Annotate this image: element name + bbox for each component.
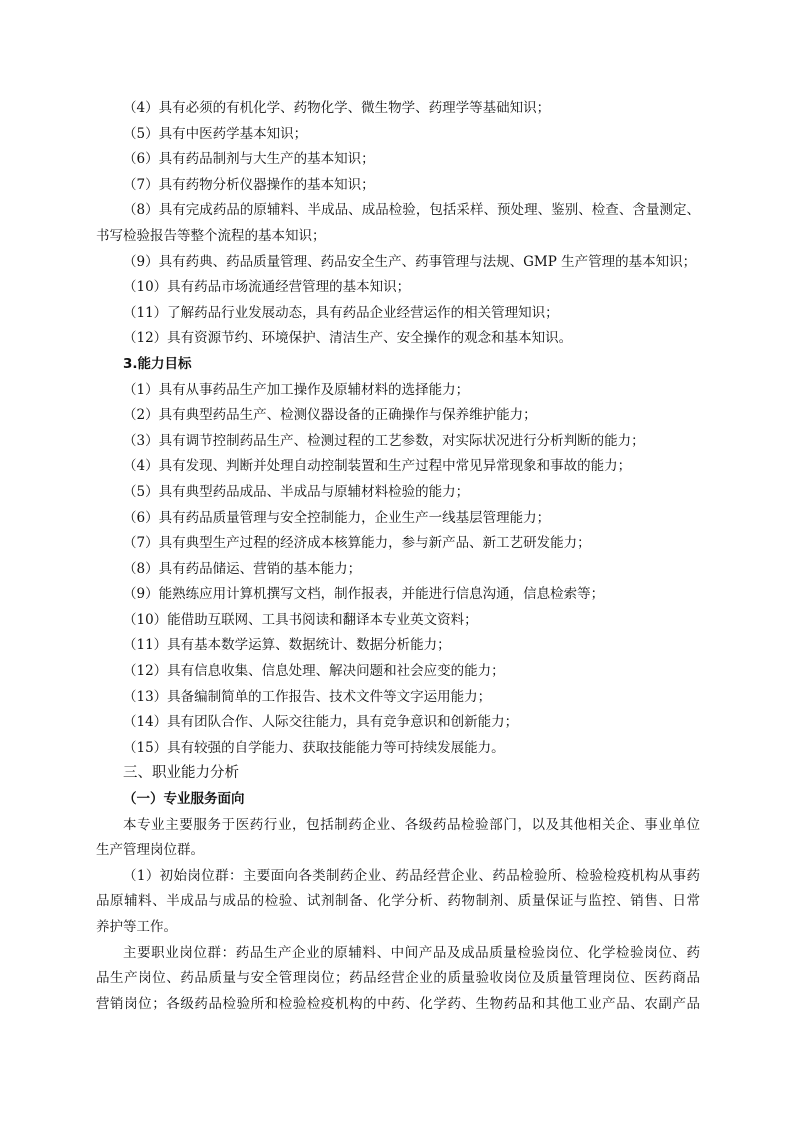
paragraph-3-line2: 品生产岗位、药品质量与安全管理岗位；药品经营企业的质量验收岗位及质量管理岗位、医药商品 — [96, 970, 700, 987]
subsection-heading: （一）专业服务面向 — [123, 791, 245, 808]
knowledge-item-5: （5）具有中医药学基本知识； — [123, 125, 308, 142]
ability-item-9: （9）能熟练应用计算机撰写文档，制作报表，并能进行信息沟通，信息检索等； — [123, 586, 605, 603]
ability-item-11: （11）具有基本数学运算、数据统计、数据分析能力； — [123, 637, 451, 654]
ability-item-15: （15）具有较强的自学能力、获取技能能力等可持续发展能力。 — [123, 739, 505, 756]
ability-item-10: （10）能借助互联网、工具书阅读和翻译本专业英文资料； — [123, 611, 478, 628]
knowledge-item-4: （4）具有必须的有机化学、药物化学、微生物学、药理学等基础知识； — [123, 100, 551, 116]
ability-item-7: （7）具有典型生产过程的经济成本核算能力，参与新产品、新工艺研发能力； — [123, 535, 591, 552]
ability-item-5: （5）具有典型药品成品、半成品与原辅材料检验的能力； — [123, 483, 470, 500]
ability-item-13: （13）具备编制简单的工作报告、技术文件等文字运用能力； — [123, 688, 492, 705]
knowledge-item-9: （9）具有药典、药品质量管理、药品安全生产、药事管理与法规、GMP 生产管理的基本知识； — [123, 253, 697, 270]
paragraph-1-line1: 本专业主要服务于医药行业，包括制药企业、各级药品检验部门，以及其他相关企、事业单位 — [123, 816, 700, 833]
ability-item-6: （6）具有药品质量管理与安全控制能力，企业生产一线基层管理能力； — [123, 509, 551, 526]
paragraph-3-line1: 主要职业岗位群：药品生产企业的原辅料、中间产品及成品质量检验岗位、化学检验岗位、药 — [123, 944, 700, 961]
knowledge-item-12: （12）具有资源节约、环境保护、清洁生产、安全操作的观念和基本知识。 — [123, 330, 573, 347]
paragraph-2-line3: 养护等工作。 — [96, 919, 177, 935]
paragraph-2-line2: 品原辅料、半成品与成品的检验、试剂制备、化学分析、药物制剂、质量保证与监控、销售、日常 — [96, 893, 700, 910]
paragraph-3-line3: 营销岗位；各级药品检验所和检验检疫机构的中药、化学药、生物药品和其他工业产品、农副产品 — [96, 995, 700, 1012]
page-content — [96, 96, 700, 1017]
ability-item-4: （4）具有发现、判断并处理自动控制装置和生产过程中常见异常现象和事故的能力； — [123, 458, 632, 475]
knowledge-item-11: （11）了解药品行业发展动态，具有药品企业经营运作的相关管理知识； — [123, 304, 559, 321]
ability-item-12: （12）具有信息收集、信息处理、解决问题和社会应变的能力； — [123, 663, 505, 680]
knowledge-item-7: （7）具有药物分析仪器操作的基本知识； — [123, 176, 375, 193]
ability-item-14: （14）具有团队合作、人际交往能力，具有竞争意识和创新能力； — [123, 714, 519, 731]
ability-heading: 3.能力目标 — [123, 355, 192, 372]
ability-item-2: （2）具有典型药品生产、检测仪器设备的正确操作与保养维护能力； — [123, 407, 537, 424]
knowledge-item-8-line2: 书写检验报告等整个流程的基本知识； — [96, 227, 326, 244]
knowledge-item-8-line1: （8）具有完成药品的原辅料、半成品、成品检验，包括采样、预处理、鉴别、检查、含量测定、 — [123, 202, 700, 219]
paragraph-1-line2: 生产管理岗位群。 — [96, 842, 204, 859]
section-heading: 三、职业能力分析 — [123, 765, 239, 782]
ability-item-1: （1）具有从事药品生产加工操作及原辅材料的选择能力； — [123, 381, 470, 398]
knowledge-item-10: （10）具有药品市场流通经营管理的基本知识； — [123, 279, 411, 296]
ability-item-8: （8）具有药品储运、营销的基本能力； — [123, 560, 362, 577]
knowledge-item-6: （6）具有药品制剂与大生产的基本知识； — [123, 151, 375, 168]
paragraph-2-line1: （1）初始岗位群：主要面向各类制药企业、药品经营企业、药品检验所、检验检疫机构从事药 — [123, 867, 700, 884]
ability-item-3: （3）具有调节控制药品生产、检测过程的工艺参数，对实际状况进行分析判断的能力； — [123, 432, 645, 449]
